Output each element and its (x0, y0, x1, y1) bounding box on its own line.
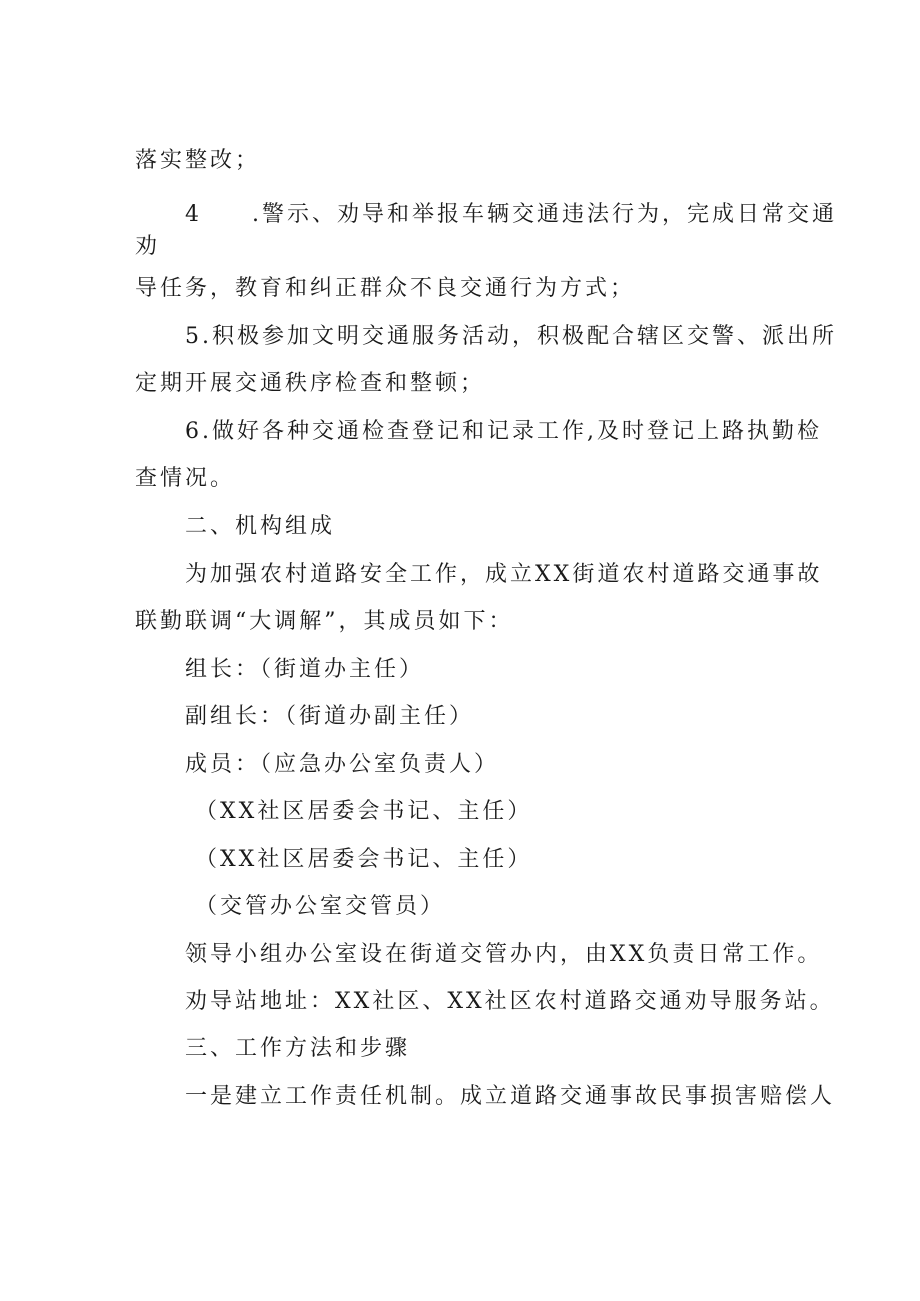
text-line-1: 落实整改； (135, 148, 261, 173)
text-line-3: 劝 (135, 234, 161, 259)
text-line-13: 副组长：（街道办副主任） (185, 704, 475, 729)
text-line-16: （XX社区居委会书记、主任） (195, 847, 533, 872)
text-line-2: 4 .警示、劝导和举报车辆交通违法行为，完成日常交通 (185, 202, 837, 227)
text-line-17: （交管办公室交管员） (195, 894, 446, 919)
text-line-8: 查情况。 (135, 466, 236, 491)
text-line-15: （XX社区居委会书记、主任） (195, 799, 533, 824)
text-line-21: 一是建立工作责任机制。成立道路交通事故民事损害赔偿人 (185, 1084, 836, 1109)
text-line-19: 劝导站地址：XX社区、XX社区农村道路交通劝导服务站。 (185, 989, 835, 1014)
text-line-7: 6.做好各种交通检查登记和记录工作,及时登记上路执勤检 (185, 419, 822, 444)
text-line-6: 定期开展交通秩序检查和整顿； (135, 371, 486, 396)
text-line-4: 导任务，教育和纠正群众不良交通行为方式； (135, 276, 636, 301)
section-heading-2: 二、机构组成 (185, 514, 336, 539)
text-line-12: 组长：（街道办主任） (185, 657, 425, 682)
section-heading-3: 三、工作方法和步骤 (185, 1036, 411, 1061)
text-line-14: 成员：（应急办公室负责人） (185, 752, 500, 777)
text-line-10: 为加强农村道路安全工作，成立XX街道农村道路交通事故 (185, 562, 823, 587)
text-line-5: 5.积极参加文明交通服务活动，积极配合辖区交警、派出所 (185, 324, 837, 349)
text-line-11: 联勤联调“大调解”，其成员如下： (135, 609, 514, 634)
text-line-18: 领导小组办公室设在街道交管办内，由XX负责日常工作。 (185, 942, 823, 967)
